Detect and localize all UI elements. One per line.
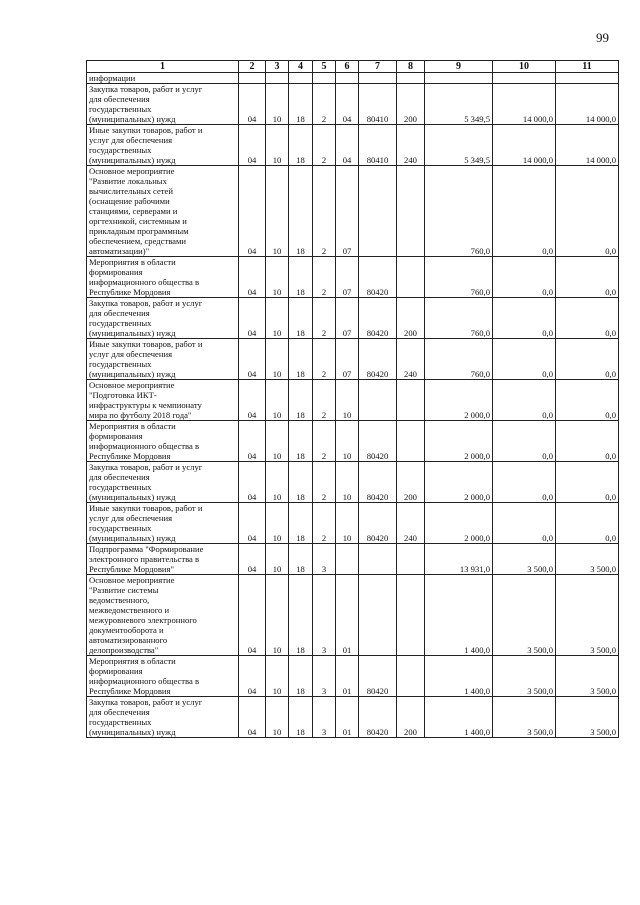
code-cell bbox=[397, 380, 425, 421]
code-cell: 10 bbox=[266, 544, 289, 575]
code-cell: 10 bbox=[266, 257, 289, 298]
code-cell: 04 bbox=[336, 84, 359, 125]
column-header: 11 bbox=[556, 61, 619, 73]
code-cell: 2 bbox=[313, 84, 336, 125]
row-name-cell: Закупка товаров, работ и услуг для обеспечения государственных (муниципальных) нужд bbox=[87, 697, 239, 738]
table-row bbox=[87, 380, 619, 421]
amount-cell: 0,0 bbox=[556, 257, 619, 298]
code-cell: 80420 bbox=[359, 462, 397, 503]
code-cell: 18 bbox=[289, 544, 313, 575]
code-cell: 04 bbox=[239, 503, 266, 544]
row-name-cell: Закупка товаров, работ и услуг для обеспечения государственных (муниципальных) нужд bbox=[87, 462, 239, 503]
code-cell: 04 bbox=[239, 462, 266, 503]
code-cell: 3 bbox=[313, 656, 336, 697]
amount-cell: 2 000,0 bbox=[425, 503, 493, 544]
code-cell bbox=[397, 73, 425, 84]
code-cell: 04 bbox=[336, 125, 359, 166]
code-cell: 10 bbox=[266, 575, 289, 656]
table-row bbox=[87, 503, 619, 544]
row-name-cell: Иные закупки товаров, работ и услуг для обеспечения государственных (муниципальных) нужд bbox=[87, 503, 239, 544]
amount-cell: 0,0 bbox=[493, 380, 556, 421]
code-cell: 18 bbox=[289, 166, 313, 257]
amount-cell: 0,0 bbox=[556, 503, 619, 544]
code-cell bbox=[239, 73, 266, 84]
code-cell bbox=[359, 575, 397, 656]
code-cell: 3 bbox=[313, 697, 336, 738]
code-cell: 10 bbox=[336, 503, 359, 544]
amount-cell: 760,0 bbox=[425, 339, 493, 380]
amount-cell: 0,0 bbox=[556, 298, 619, 339]
column-header: 3 bbox=[266, 61, 289, 73]
table-row bbox=[87, 697, 619, 738]
code-cell: 18 bbox=[289, 503, 313, 544]
code-cell: 18 bbox=[289, 298, 313, 339]
code-cell: 2 bbox=[313, 166, 336, 257]
code-cell bbox=[289, 73, 313, 84]
code-cell: 10 bbox=[266, 166, 289, 257]
code-cell bbox=[336, 544, 359, 575]
row-name-cell: Мероприятия в области формирования информационного общества в Республике Мордовия bbox=[87, 656, 239, 697]
row-name-cell: информации bbox=[87, 73, 239, 84]
row-name-cell: Основное мероприятие "Развитие локальных вычислительных сетей (оснащение рабочими станциями, серверами и оргтехникой, системным и прикладным программным обеспечением, средствами автоматизации)" bbox=[87, 166, 239, 257]
amount-cell: 0,0 bbox=[493, 503, 556, 544]
code-cell: 01 bbox=[336, 656, 359, 697]
code-cell: 2 bbox=[313, 462, 336, 503]
code-cell: 10 bbox=[266, 380, 289, 421]
code-cell: 04 bbox=[239, 656, 266, 697]
amount-cell: 0,0 bbox=[493, 298, 556, 339]
code-cell: 200 bbox=[397, 84, 425, 125]
code-cell: 10 bbox=[266, 125, 289, 166]
code-cell: 10 bbox=[266, 503, 289, 544]
code-cell: 04 bbox=[239, 166, 266, 257]
code-cell: 04 bbox=[239, 544, 266, 575]
code-cell: 10 bbox=[266, 697, 289, 738]
code-cell: 10 bbox=[266, 656, 289, 697]
code-cell: 10 bbox=[336, 380, 359, 421]
table-row bbox=[87, 656, 619, 697]
amount-cell: 0,0 bbox=[493, 421, 556, 462]
amount-cell: 0,0 bbox=[493, 257, 556, 298]
table-row bbox=[87, 421, 619, 462]
code-cell: 10 bbox=[266, 84, 289, 125]
amount-cell: 2 000,0 bbox=[425, 462, 493, 503]
code-cell: 10 bbox=[266, 421, 289, 462]
code-cell: 07 bbox=[336, 298, 359, 339]
code-cell: 2 bbox=[313, 380, 336, 421]
code-cell: 07 bbox=[336, 257, 359, 298]
amount-cell bbox=[556, 73, 619, 84]
column-header: 9 bbox=[425, 61, 493, 73]
code-cell: 04 bbox=[239, 125, 266, 166]
amount-cell: 760,0 bbox=[425, 257, 493, 298]
code-cell: 18 bbox=[289, 575, 313, 656]
row-name-cell: Основное мероприятие "Подготовка ИКТ- инфраструктуры к чемпионату мира по футболу 2018 года" bbox=[87, 380, 239, 421]
column-number-row bbox=[87, 61, 619, 73]
amount-cell: 3 500,0 bbox=[556, 544, 619, 575]
code-cell: 80420 bbox=[359, 421, 397, 462]
amount-cell: 3 500,0 bbox=[493, 656, 556, 697]
code-cell: 80410 bbox=[359, 84, 397, 125]
amount-cell: 14 000,0 bbox=[493, 84, 556, 125]
amount-cell: 0,0 bbox=[493, 166, 556, 257]
row-name-cell: Иные закупки товаров, работ и услуг для обеспечения государственных (муниципальных) нужд bbox=[87, 125, 239, 166]
code-cell: 80410 bbox=[359, 125, 397, 166]
column-header: 5 bbox=[313, 61, 336, 73]
code-cell bbox=[313, 73, 336, 84]
code-cell: 18 bbox=[289, 84, 313, 125]
code-cell bbox=[359, 380, 397, 421]
code-cell: 2 bbox=[313, 125, 336, 166]
column-header: 8 bbox=[397, 61, 425, 73]
code-cell: 18 bbox=[289, 421, 313, 462]
code-cell: 10 bbox=[266, 339, 289, 380]
code-cell bbox=[336, 73, 359, 84]
amount-cell: 13 931,0 bbox=[425, 544, 493, 575]
code-cell: 04 bbox=[239, 84, 266, 125]
code-cell: 240 bbox=[397, 125, 425, 166]
amount-cell: 14 000,0 bbox=[493, 125, 556, 166]
code-cell bbox=[359, 73, 397, 84]
amount-cell bbox=[493, 73, 556, 84]
amount-cell: 760,0 bbox=[425, 298, 493, 339]
code-cell: 240 bbox=[397, 503, 425, 544]
amount-cell: 3 500,0 bbox=[493, 575, 556, 656]
code-cell: 80420 bbox=[359, 257, 397, 298]
code-cell: 3 bbox=[313, 544, 336, 575]
amount-cell: 1 400,0 bbox=[425, 575, 493, 656]
column-header: 7 bbox=[359, 61, 397, 73]
amount-cell: 14 000,0 bbox=[556, 125, 619, 166]
amount-cell bbox=[425, 73, 493, 84]
page-number: 99 bbox=[596, 30, 609, 45]
code-cell: 200 bbox=[397, 462, 425, 503]
column-header: 2 bbox=[239, 61, 266, 73]
amount-cell: 0,0 bbox=[556, 339, 619, 380]
code-cell bbox=[359, 166, 397, 257]
code-cell: 04 bbox=[239, 421, 266, 462]
amount-cell: 5 349,5 bbox=[425, 84, 493, 125]
row-name-cell: Закупка товаров, работ и услуг для обеспечения государственных (муниципальных) нужд bbox=[87, 298, 239, 339]
row-name-cell: Основное мероприятие "Развитие системы ведомственного, межведомственного и межуровневого электронного документооборота и автоматизированного делопроизводства" bbox=[87, 575, 239, 656]
code-cell: 04 bbox=[239, 298, 266, 339]
code-cell: 18 bbox=[289, 656, 313, 697]
code-cell: 01 bbox=[336, 575, 359, 656]
amount-cell: 0,0 bbox=[556, 421, 619, 462]
column-header: 6 bbox=[336, 61, 359, 73]
table-row bbox=[87, 125, 619, 166]
amount-cell: 0,0 bbox=[493, 339, 556, 380]
amount-cell: 0,0 bbox=[493, 462, 556, 503]
amount-cell: 3 500,0 bbox=[556, 656, 619, 697]
amount-cell: 3 500,0 bbox=[493, 544, 556, 575]
amount-cell: 1 400,0 bbox=[425, 656, 493, 697]
code-cell: 10 bbox=[266, 298, 289, 339]
code-cell bbox=[266, 73, 289, 84]
row-name-cell: Мероприятия в области формирования информационного общества в Республике Мордовия bbox=[87, 421, 239, 462]
table-row bbox=[87, 462, 619, 503]
column-header: 4 bbox=[289, 61, 313, 73]
code-cell: 80420 bbox=[359, 656, 397, 697]
code-cell: 2 bbox=[313, 421, 336, 462]
code-cell: 80420 bbox=[359, 697, 397, 738]
code-cell: 04 bbox=[239, 380, 266, 421]
code-cell: 2 bbox=[313, 339, 336, 380]
amount-cell: 2 000,0 bbox=[425, 421, 493, 462]
amount-cell: 5 349,5 bbox=[425, 125, 493, 166]
code-cell: 18 bbox=[289, 462, 313, 503]
amount-cell: 3 500,0 bbox=[493, 697, 556, 738]
code-cell: 240 bbox=[397, 339, 425, 380]
code-cell: 18 bbox=[289, 380, 313, 421]
code-cell: 04 bbox=[239, 697, 266, 738]
table-row bbox=[87, 339, 619, 380]
code-cell: 10 bbox=[336, 421, 359, 462]
code-cell: 04 bbox=[239, 339, 266, 380]
table-row bbox=[87, 84, 619, 125]
code-cell: 10 bbox=[336, 462, 359, 503]
table-row bbox=[87, 298, 619, 339]
amount-cell: 14 000,0 bbox=[556, 84, 619, 125]
code-cell bbox=[359, 544, 397, 575]
amount-cell: 760,0 bbox=[425, 166, 493, 257]
row-name-cell: Закупка товаров, работ и услуг для обеспечения государственных (муниципальных) нужд bbox=[87, 84, 239, 125]
amount-cell: 3 500,0 bbox=[556, 575, 619, 656]
code-cell: 80420 bbox=[359, 298, 397, 339]
code-cell: 04 bbox=[239, 575, 266, 656]
amount-cell: 2 000,0 bbox=[425, 380, 493, 421]
code-cell: 200 bbox=[397, 298, 425, 339]
code-cell: 04 bbox=[239, 257, 266, 298]
code-cell: 07 bbox=[336, 339, 359, 380]
amount-cell: 0,0 bbox=[556, 462, 619, 503]
code-cell: 80420 bbox=[359, 339, 397, 380]
table-row bbox=[87, 257, 619, 298]
code-cell bbox=[397, 421, 425, 462]
budget-table bbox=[86, 60, 619, 738]
row-name-cell: Подпрограмма "Формирование электронного правительства в Республике Мордовия" bbox=[87, 544, 239, 575]
code-cell: 10 bbox=[266, 462, 289, 503]
amount-cell: 1 400,0 bbox=[425, 697, 493, 738]
code-cell bbox=[397, 166, 425, 257]
amount-cell: 0,0 bbox=[556, 166, 619, 257]
code-cell bbox=[397, 544, 425, 575]
code-cell: 18 bbox=[289, 257, 313, 298]
code-cell: 80420 bbox=[359, 503, 397, 544]
row-name-cell: Мероприятия в области формирования информационного общества в Республике Мордовия bbox=[87, 257, 239, 298]
code-cell: 2 bbox=[313, 503, 336, 544]
code-cell: 01 bbox=[336, 697, 359, 738]
code-cell bbox=[397, 257, 425, 298]
code-cell bbox=[397, 575, 425, 656]
code-cell: 18 bbox=[289, 339, 313, 380]
column-header: 1 bbox=[87, 61, 239, 73]
code-cell: 200 bbox=[397, 697, 425, 738]
table-row bbox=[87, 575, 619, 656]
column-header: 10 bbox=[493, 61, 556, 73]
table-row bbox=[87, 166, 619, 257]
table-row bbox=[87, 73, 619, 84]
code-cell: 18 bbox=[289, 697, 313, 738]
code-cell: 2 bbox=[313, 298, 336, 339]
amount-cell: 3 500,0 bbox=[556, 697, 619, 738]
code-cell: 2 bbox=[313, 257, 336, 298]
amount-cell: 0,0 bbox=[556, 380, 619, 421]
code-cell bbox=[397, 656, 425, 697]
code-cell: 18 bbox=[289, 125, 313, 166]
row-name-cell: Иные закупки товаров, работ и услуг для обеспечения государственных (муниципальных) нужд bbox=[87, 339, 239, 380]
table-row bbox=[87, 544, 619, 575]
code-cell: 07 bbox=[336, 166, 359, 257]
code-cell: 3 bbox=[313, 575, 336, 656]
